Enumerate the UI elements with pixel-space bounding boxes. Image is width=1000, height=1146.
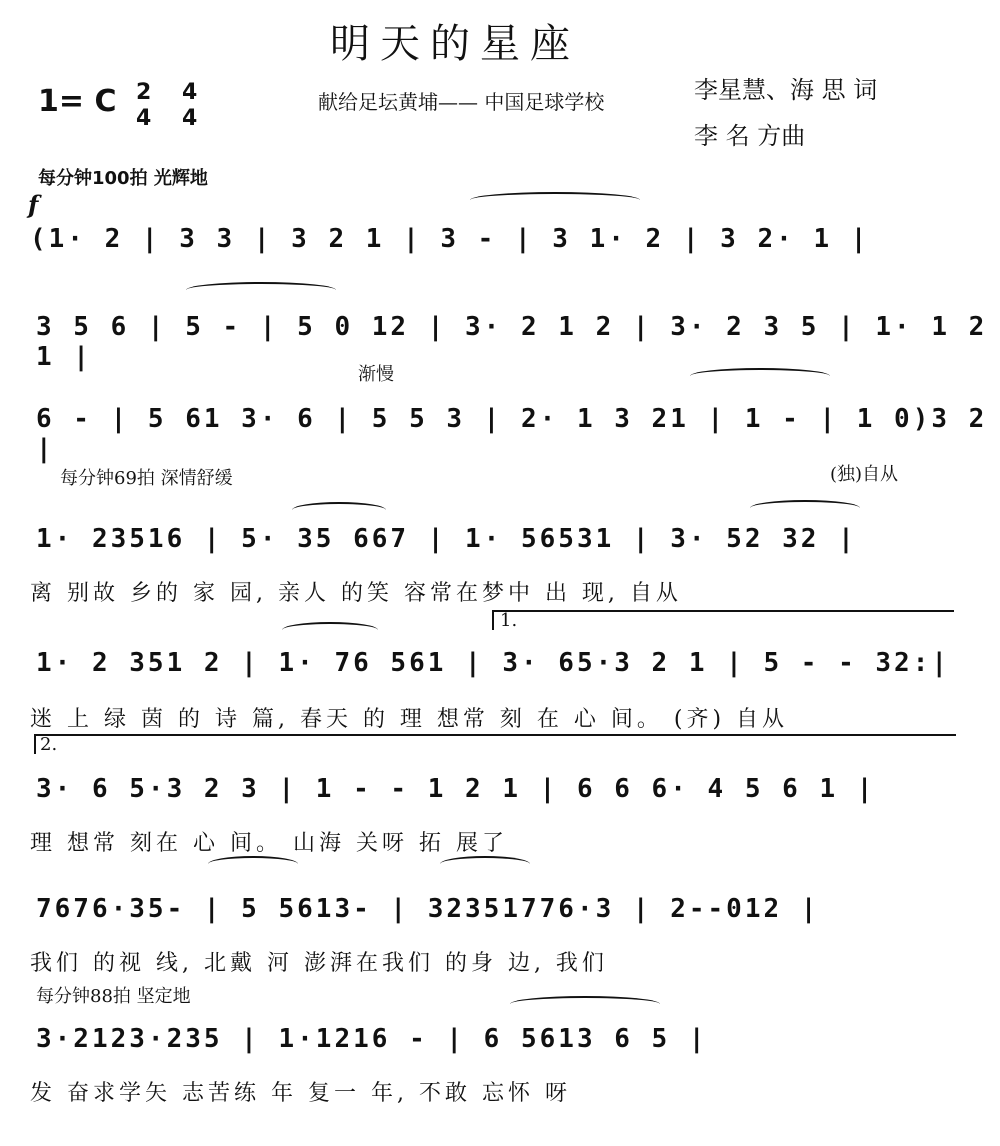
slur [470,192,640,208]
marking-ritardando: 渐慢 [358,364,394,385]
slur [186,282,336,298]
lyrics-row-4: 离 别故 乡的 家 园, 亲人 的笑 容常在梦中 出 现, 自从 [30,581,682,606]
key-signature: 1= C [38,84,117,119]
notation-row-8: 3·2123·235 | 1·1216 - | 6 5613 6 5 | [36,1024,708,1054]
lyricist-credit: 李星慧、海 思 词 [694,76,878,104]
lyrics-row-8: 发 奋求学矢 志苦练 年 复一 年, 不敢 忘怀 呀 [30,1081,571,1106]
time-signature-4-4: 4 4 [182,80,198,131]
notation-row-5: 1· 2 351 2 | 1· 76 561 | 3· 65·3 2 1 | 5 - - 32:| [36,648,951,678]
notation-row-4: 1· 23516 | 5· 35 667 | 1· 56531 | 3· 52 32 | [36,524,857,554]
notation-row-3: 6 - | 5 61 3· 6 | 5 5 3 | 2· 1 3 21 | 1 - | 1 0)3 2 | [36,404,988,464]
notation-row-2: 3 5 6 | 5 - | 5 0 12 | 3· 2 1 2 | 3· 2 3 5 | 1· 1 2 1 | [36,312,988,372]
volta-2-label: 2. [40,734,58,755]
volta-bracket-1 [492,610,954,630]
dedication: 献给足坛黄埔—— 中国足球学校 [318,90,605,114]
lyrics-row-5: 迷 上 绿 茵 的 诗 篇, 春天 的 理 想常 刻 在 心 间。 (齐) 自从 [30,707,789,732]
slur [690,368,830,384]
lyrics-row-7: 我们 的视 线, 北戴 河 澎湃在我们 的身 边, 我们 [30,951,608,976]
slur [208,856,298,872]
notation-row-7: 7676·35- | 5 5613- | 32351776·3 | 2--012 | [36,894,820,924]
slur [282,622,378,638]
slur [440,856,530,872]
tempo-marking-2: 每分钟69拍 深情舒缓 [60,468,233,489]
volta-bracket-2 [34,734,956,754]
dynamic-forte: f [28,190,39,219]
notation-row-6: 3· 6 5·3 2 3 | 1 - - 1 2 1 | 6 6 6· 4 5 6 1 | [36,774,876,804]
tempo-marking-1: 每分钟100拍 光辉地 [38,168,208,189]
tempo-marking-3: 每分钟88拍 坚定地 [36,986,191,1007]
notation-row-1: (1· 2 | 3 3 | 3 2 1 | 3 - | 3 1· 2 | 3 2· 1 | [30,224,870,254]
composer-credit: 李 名 方曲 [694,122,806,150]
slur [510,996,660,1012]
time-signature-2-4: 2 4 [136,80,152,131]
slur [750,500,860,516]
solo-marking: (独)自从 [830,464,899,485]
volta-1-label: 1. [500,610,518,631]
lyrics-row-6: 理 想常 刻在 心 间。 山海 关呀 拓 展了 [30,831,508,856]
slur [292,502,386,518]
song-title: 明天的星座 [330,21,580,67]
